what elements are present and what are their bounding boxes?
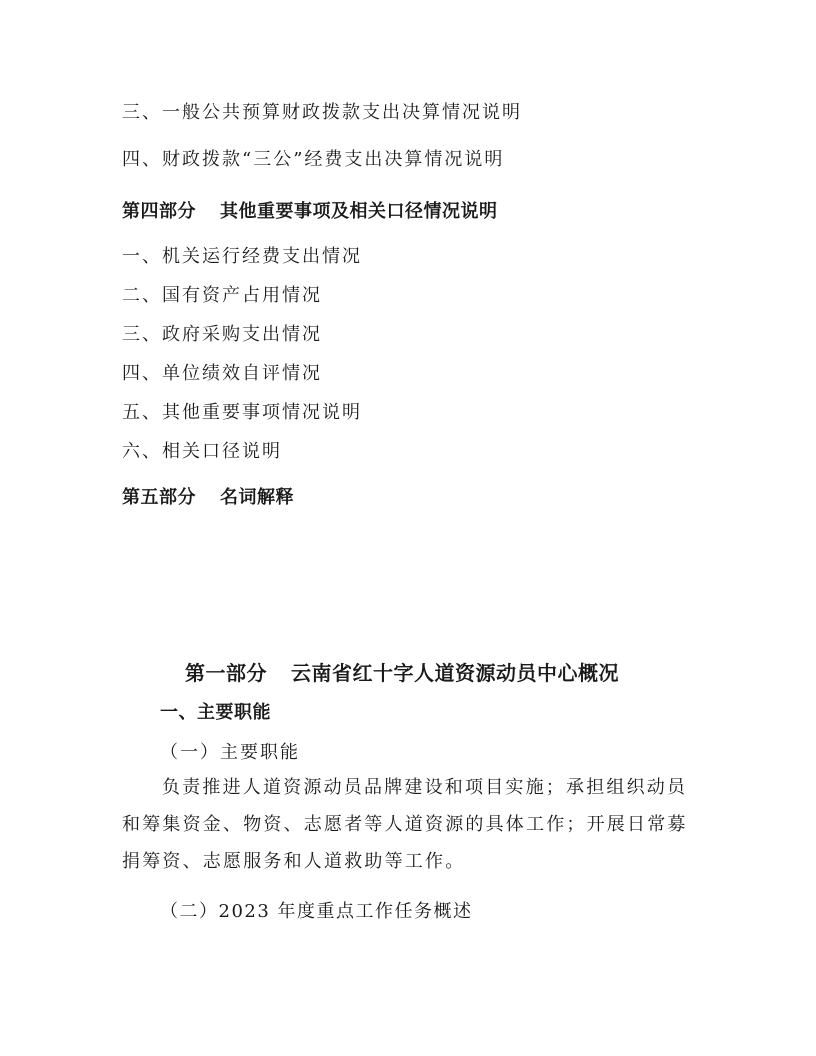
subsection-1: （一）主要职能 bbox=[160, 742, 300, 763]
toc-part4-item-3: 三、政府采购支出情况 bbox=[122, 324, 322, 345]
toc-part4-item-5: 五、其他重要事项情况说明 bbox=[122, 402, 362, 423]
toc-item-4: 四、财政拨款“三公”经费支出决算情况说明 bbox=[122, 149, 505, 170]
toc-part4-item-6: 六、相关口径说明 bbox=[122, 441, 282, 462]
toc-part4-label: 第四部分 bbox=[122, 201, 196, 222]
toc-item-3: 三、一般公共预算财政拨款支出决算情况说明 bbox=[122, 102, 522, 123]
toc-part5-title: 名词解释 bbox=[220, 487, 294, 508]
toc-part4-item-1: 一、机关运行经费支出情况 bbox=[122, 246, 362, 267]
body-paragraph: 负责推进人道资源动员品牌建设和项目实施；承担组织动员和筹集资金、物资、志愿者等人道资源的具体工作；开展日常募捐筹资、志愿服务和人道救助等工作。 bbox=[122, 777, 688, 872]
section-heading: 一、主要职能 bbox=[160, 702, 271, 723]
section-title-text: 云南省红十字人道资源动员中心概况 bbox=[291, 661, 619, 685]
toc-part4-heading bbox=[122, 197, 498, 223]
toc-part5-label: 第五部分 bbox=[122, 487, 196, 508]
section-label: 第一部分 bbox=[185, 661, 267, 685]
toc-part4-title: 其他重要事项及相关口径情况说明 bbox=[220, 201, 498, 222]
toc-part5-heading bbox=[122, 483, 294, 509]
toc-part4-item-4: 四、单位绩效自评情况 bbox=[122, 363, 322, 384]
section-title bbox=[185, 657, 619, 686]
subsection-2: （二）2023 年度重点工作任务概述 bbox=[160, 901, 473, 922]
toc-part4-item-2: 二、国有资产占用情况 bbox=[122, 285, 322, 306]
